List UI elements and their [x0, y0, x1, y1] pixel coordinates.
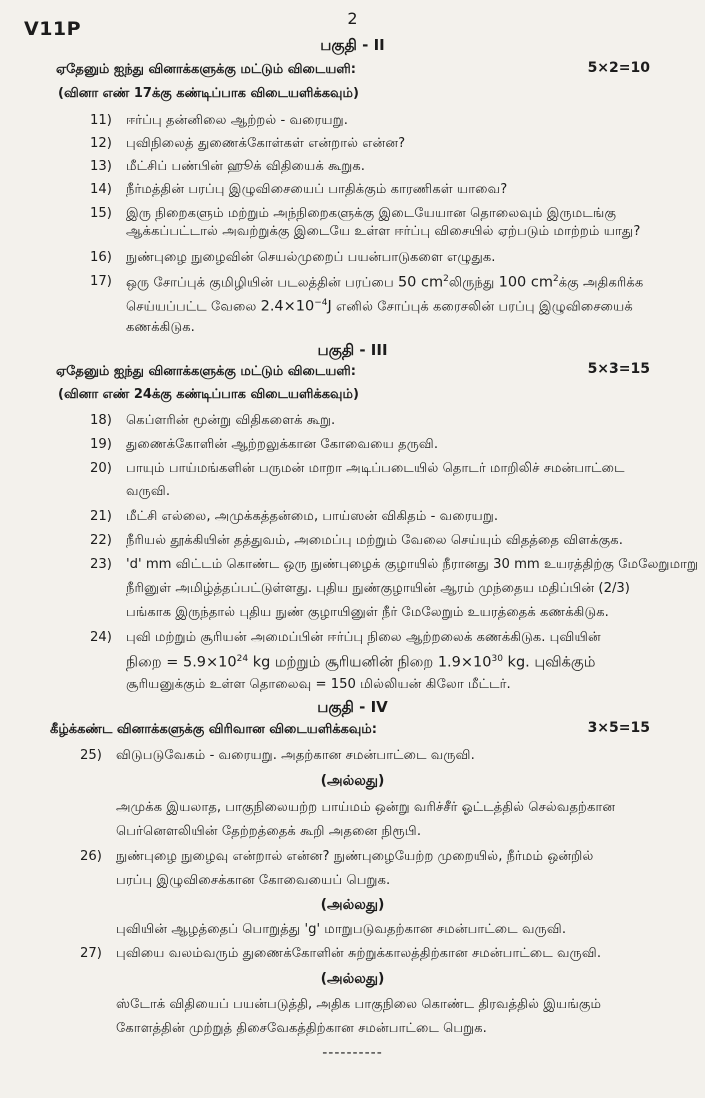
or-separator-26: (அல்லது) [320, 897, 385, 913]
area-final: 100 cm [498, 274, 553, 291]
work-value: 2.4×10 [260, 298, 315, 315]
paper-code: V11P [24, 18, 82, 40]
area-initial: 50 cm [397, 274, 444, 291]
question-23-line-2: நீரினுள் அமிழ்த்தப்பட்டுள்ளது. புதிய நுண்குழாயின் ஆரம் முந்தைய மதிப்பின் (2/3) [126, 581, 630, 596]
part-3-title: பகுதி - III [317, 341, 388, 359]
part-3-compulsory-note: (வினா எண் 24க்கு கண்டிப்பாக விடையளிக்கவும்) [58, 387, 359, 402]
page-number: 2 [347, 9, 358, 28]
part-2-marks: 5×2=10 [587, 60, 650, 76]
question-20-line-2: வருவி. [126, 484, 171, 499]
exam-page: V11P 2 பகுதி - II ஏதேனும் ஐந்து வினாக்களுக்கு மட்டும் விடையளி: 5×2=10 (வினா எண் 17க்கு கண்டிப்பாக விடையளிக்கவும்) 11) ஈர்ப்பு தன்னிலை ஆற்றல் - வரையறு. 12) புவிநிலைத் துணைக்கோள்கள் என்றால் என்ன? 13) மீட்சிப் பண்பின் ஹூக் விதியைக் கூறுக. 14) நீர்மத்தின் பரப்பு இழுவிசையைப் பாதிக்கும் காரணிகள் யாவை? 15) இரு நிறைகளும் மற்றும் அந்நிறைகளுக்கு இடையேயான தொலைவும் இருமடங்கு ஆக்கப்பட்டால் அவற்றுக்கு இடையே உள்ள ஈர்ப்பு விசையில் ஏற்படும் மாற்றம் யாது? 16) நுண்புழை நுழைவின் செயல்முறைப் பயன்பாடுகளை எழுதுக. 17) ஒரு சோப்புக் குமிழியின் படலத்தின் பரப்பை 50 $cm^2லிருந்து$ 100 $cm^2க்கு$ அதிகரிக்க செய்யப்பட்ட வேலை $2.4\times 10^{-4}J$ எனில் சோப்புக் கரைசலின் பரப்பு இழுவிசையைக் கணக்கிடுக. பகுதி - III ஏதேனும் ஐந்து வினாக்களுக்கு மட்டும் விடையளி: 5×3=15 (வினா எண் 24க்கு கண்டிப்பாக விடையளிக்கவும்) 18) கெப்ளரின் மூன்று விதிகளைக் கூறு. 19) துணைக்கோளின் ஆற்றலுக்கான கோவையை தருவி. 20) பாயும் பாய்மங்களின் பருமன் மாறா அடிப்படையில் தொடர் மாறிலிச் சமன்பாட்டை வருவி. 21) மீட்சி எல்லை, அமுக்கத்தன்மை, பாய்ஸன் விகிதம் - வரையறு. 22) நீரியல் தூக்கியின் தத்துவம், அமைப்பு மற்றும் வேலை செய்யும் விதத்தை விளக்குக. 23) 'd' mm விட்டம் கொண்ட ஒரு நுண்புழைக் குழாயில் நீரானது 30 mm உயரத்திற்கு மேலேறுமாறு நீரினுள் அமிழ்த்தப்பட்டுள்ளது. புதிய நுண்குழாயின் ஆரம் முந்தைய மதிப்பின் (2/3) பங்காக இருந்தால் புதிய நுண் குழாயினுள் நீர் மேலேறும் உயரத்தைக் கணக்கிடுக. 24) புவி மற்றும் சூரியன் அமைப்பின் ஈர்ப்பு நிலை ஆற்றலைக் கணக்கிடுக. புவியின் நிறை = $5.9\times 10^{24}$ kg மற்றும் சூரியனின் நிறை $1.9\times 10^{30}$ kg. புவிக்கும் சூரியனுக்கும் உள்ள தொலைவு = 150 மில்லியன் கிலோ மீட்டர். பகுதி - IV கீழ்க்கண்ட வினாக்களுக்கு விரிவான விடையளிக்கவும்: 3×5=15 25) விடுபடுவேகம் - வரையறு. அதற்கான சமன்பாட்டை வருவி. (அல்லது) அமுக்க இயலாத, பாகுநிலையற்ற பாய்மம் ஒன்று வரிச்சீர் ஓட்டத்தில் செல்வதற்கான பெர்னௌலியின் தேற்றத்தைக் கூறி அதனை நிரூபி. 26) நுண்புழை நுழைவு என்றால் என்ன? நுண்புழையேற்ற முறையில், நீர்மம் ஒன்றில் பரப்பு இழுவிசைக்கான கோவையைப் பெறுக. (அல்லது) புவியின் ஆழத்தைப் பொறுத்து 'g' மாறுபடுவதற்கான சமன்பாட்டை வருவி. 27) புவியை வலம்வரும் துணைக்கோளின் சுற்றுக்காலத்திற்கான சமன்பாட்டை வருவி. (அல்லது) ஸ்டோக் விதியைப் பயன்படுத்தி, அதிக பாகுநிலை கொண்ட திரவத்தில் இயங்கும் கோளத்தின் முற்றுத் திசைவேகத்திற்கான சமன்பாட்டை பெறுக. ---------- [0, 0, 705, 1098]
or-separator-27: (அல்லது) [320, 971, 385, 987]
question-15-line-2: ஆக்கப்பட்டால் அவற்றுக்கு இடையே உள்ள ஈர்ப்பு விசையில் ஏற்படும் மாற்றம் யாது? [126, 224, 641, 239]
end-of-paper-mark: ---------- [322, 1045, 383, 1061]
part-2-instruction: ஏதேனும் ஐந்து வினாக்களுக்கு மட்டும் விடையளி: [56, 62, 356, 77]
question-24-line-2: நிறை = $5.9\times 10^{24}$ kg மற்றும் சூரியனின் நிறை $1.9\times 10^{30}$ kg. புவிக்கும் [126, 654, 596, 671]
part-4-instruction: கீழ்க்கண்ட வினாக்களுக்கு விரிவான விடையளிக்கவும்: [50, 722, 377, 737]
part-4-marks: 3×5=15 [587, 720, 650, 736]
question-25-alternative-line-1: அமுக்க இயலாத, பாகுநிலையற்ற பாய்மம் ஒன்று வரிச்சீர் ஓட்டத்தில் செல்வதற்கான [116, 800, 616, 815]
part-2-compulsory-note: (வினா எண் 17க்கு கண்டிப்பாக விடையளிக்கவும்) [58, 86, 359, 101]
question-23-line-3: பங்காக இருந்தால் புதிய நுண் குழாயினுள் நீர் மேலேறும் உயரத்தைக் கணக்கிடுக. [126, 605, 609, 620]
question-25-alternative-line-2: பெர்னௌலியின் தேற்றத்தைக் கூறி அதனை நிரூபி. [116, 824, 422, 839]
question-17-line-3: கணக்கிடுக. [126, 320, 195, 335]
question-26-alternative-line-1: புவியின் ஆழத்தைப் பொறுத்து 'g' மாறுபடுவதற்கான சமன்பாட்டை வருவி. [116, 922, 567, 937]
question-24-line-3: சூரியனுக்கும் உள்ள தொலைவு = 150 மில்லியன் கிலோ மீட்டர். [126, 677, 511, 692]
question-26-line-2: பரப்பு இழுவிசைக்கான கோவையைப் பெறுக. [116, 873, 391, 888]
part-3-marks: 5×3=15 [587, 361, 650, 377]
part-3-instruction: ஏதேனும் ஐந்து வினாக்களுக்கு மட்டும் விடையளி: [56, 364, 356, 379]
question-27-alternative-line-1: ஸ்டோக் விதியைப் பயன்படுத்தி, அதிக பாகுநிலை கொண்ட திரவத்தில் இயங்கும் [116, 997, 602, 1012]
question-27-alternative-line-2: கோளத்தின் முற்றுத் திசைவேகத்திற்கான சமன்பாட்டை பெறுக. [116, 1021, 487, 1036]
part-4-title: பகுதி - IV [317, 698, 388, 716]
question-17-line-2: செய்யப்பட்ட வேலை $2.4\times 10^{-4}J$ எனில் சோப்புக் கரைசலின் பரப்பு இழுவிசையைக் [126, 298, 633, 315]
part-2-title: பகுதி - II [320, 36, 385, 54]
or-separator-25: (அல்லது) [320, 773, 385, 789]
